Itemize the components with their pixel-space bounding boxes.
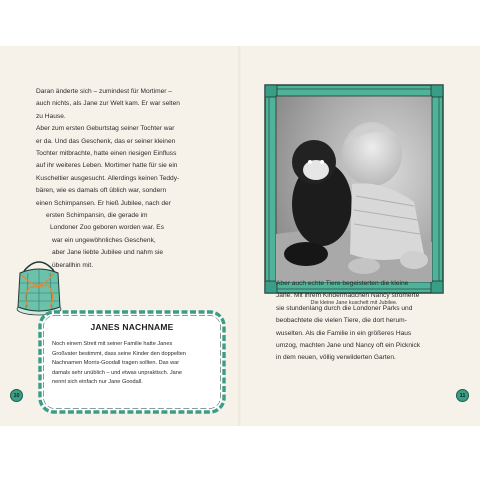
text-line: zu Hause. bbox=[36, 112, 66, 120]
text-line: nennt sich einfach nur Jane Goodall. bbox=[52, 379, 143, 386]
info-box-text bbox=[52, 340, 186, 388]
text-line: Jane. Mit ihrem Kindermädchen Nancy stromerte bbox=[276, 292, 420, 300]
left-page-paragraph bbox=[36, 86, 180, 272]
text-line: umzog, machten Jane und Nancy oft ein Picknick bbox=[276, 342, 421, 350]
text-line: Tochter mitbrachte, hatte einen riesigen Einfluss bbox=[36, 150, 177, 158]
text-line: überallhin mit. bbox=[52, 261, 94, 269]
text-line: Noch einem Streit mit seiner Familie hatte Janes bbox=[52, 341, 173, 347]
text-line: bären, wie es damals oft üblich war, sondern bbox=[36, 187, 167, 195]
right-page-paragraph bbox=[276, 278, 420, 365]
page-number-right: 11 bbox=[456, 389, 469, 402]
text-line: Londoner Zoo geboren worden war. Es bbox=[50, 224, 164, 232]
text-line: auf ihr weiteres Leben. Mortimer hatte für sie ein bbox=[36, 162, 178, 170]
info-box bbox=[36, 308, 228, 416]
text-line: einen Schimpansen. Er hieß Jubilee, nach der bbox=[36, 199, 171, 207]
book-gutter bbox=[238, 46, 242, 426]
page-number-left: 10 bbox=[10, 389, 23, 402]
text-line: beobachtete die vielen Tiere, die dort herum- bbox=[276, 317, 407, 325]
photo-caption: Die kleine Jane kuschelt mit Jubilee. bbox=[310, 300, 398, 306]
text-line: Nachnamen Morris-Goodall tragen sollten. Das war bbox=[52, 360, 180, 367]
text-line: Aber zum ersten Geburtstag seiner Tochter war bbox=[36, 125, 175, 133]
text-line: ersten Schimpansin, die gerade im bbox=[46, 212, 148, 220]
text-line: sie stundenlang durch die Londoner Parks und bbox=[276, 304, 413, 312]
text-line: Kuscheltier ausgesucht. Allerdings keinen Teddy- bbox=[36, 174, 180, 182]
text-line: in dem neuen, völlig verwilderten Garten. bbox=[276, 354, 396, 362]
text-line: er da. Und das Geschenk, das er seiner kleinen bbox=[36, 137, 176, 145]
text-line: war ein ungewöhnliches Geschenk, bbox=[52, 236, 156, 244]
text-line: Großvater bestimmt, dass seine Kinder den doppelten bbox=[52, 350, 187, 357]
text-line: Aber auch echte Tiere begeisterten die kleine bbox=[276, 280, 409, 287]
text-line: wuselten. Als die Familie in ein größeres Haus bbox=[276, 329, 412, 337]
text-line: aber Jane liebte Jubilee und nahm sie bbox=[52, 249, 164, 257]
photo-frame bbox=[264, 84, 444, 294]
info-box-title: JANES NACHNAME bbox=[90, 322, 174, 332]
text-line: damals sehr unüblich – und etwas unpraktisch. Jane bbox=[52, 369, 182, 376]
text-line: auch nichts, als Jane zur Welt kam. Er war selten bbox=[36, 100, 180, 108]
book-spread bbox=[0, 46, 480, 426]
text-line: Daran änderte sich – zumindest für Mortimer – bbox=[36, 88, 172, 95]
